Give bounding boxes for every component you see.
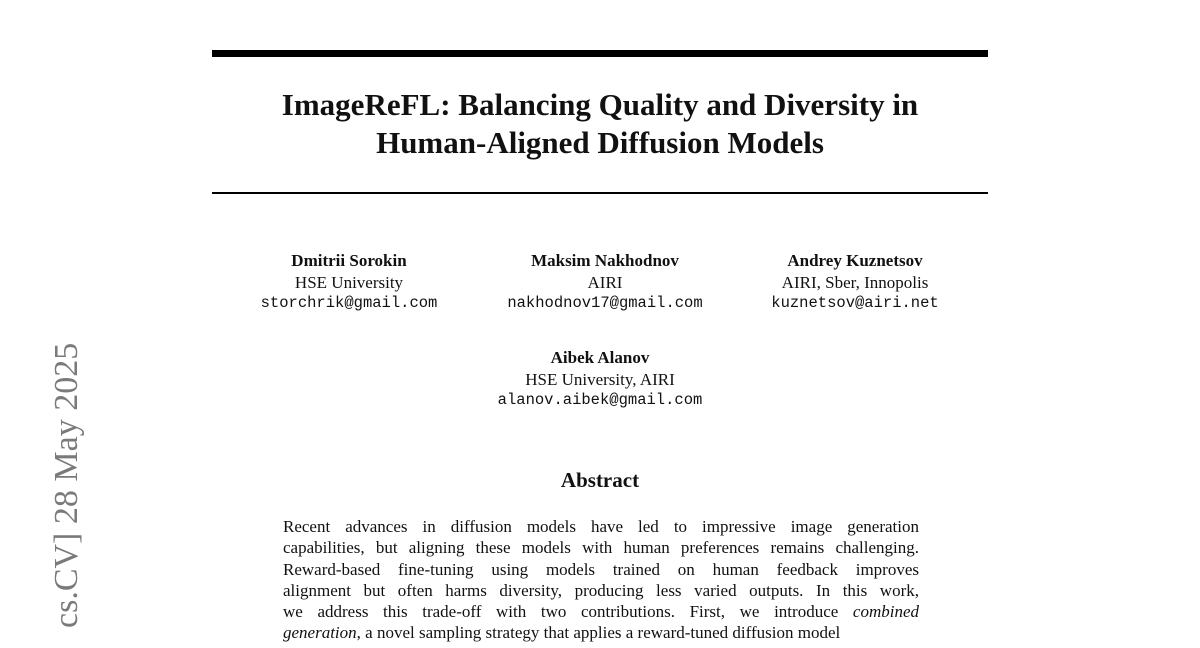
author-name: Maksim Nakhodnov: [531, 251, 679, 270]
abstract-line: Recent advances in diffusion models have led to impressive image generation: [283, 517, 919, 536]
arxiv-identifier-stamp: cs.CV] 28 May 2025: [48, 342, 85, 628]
paper-title-line-1: ImageReFL: Balancing Quality and Diversity in: [281, 87, 919, 122]
paper-title: [212, 86, 988, 162]
author-email[interactable]: kuznetsov@airi.net: [771, 294, 939, 312]
paper-title-line-2: Human-Aligned Diffusion Models: [376, 125, 824, 160]
abstract-heading: Abstract: [560, 468, 640, 492]
author-email[interactable]: nakhodnov17@gmail.com: [507, 294, 703, 312]
title-bottom-rule: [212, 192, 988, 194]
author-affiliation: AIRI, Sber, Innopolis: [781, 272, 929, 292]
abstract-line-text: , a novel sampling strategy that applies a reward-tuned diffusion model: [356, 623, 841, 643]
author-affiliation: AIRI: [587, 272, 623, 292]
author-block: [745, 250, 965, 315]
author-email[interactable]: storchrik@gmail.com: [260, 294, 438, 312]
abstract-line: [283, 601, 919, 622]
abstract-body: [283, 516, 919, 644]
author-block: [470, 347, 730, 412]
abstract-line: [283, 622, 919, 643]
abstract-emphasis: generation: [283, 623, 357, 643]
author-affiliation: HSE University: [294, 272, 404, 292]
author-name: Andrey Kuznetsov: [787, 251, 923, 270]
author-block: [235, 250, 463, 315]
author-name: Dmitrii Sorokin: [291, 251, 407, 270]
abstract-line: capabilities, but aligning these models with human preferences remains challenging.: [283, 538, 919, 558]
abstract-emphasis: combined: [852, 602, 919, 622]
abstract-line-text: we address this trade-off with two contributions. First, we introduce: [283, 602, 853, 622]
abstract-line: Reward-based fine-tuning using models trained on human feedback improves: [283, 559, 919, 579]
author-affiliation: HSE University, AIRI: [525, 369, 675, 389]
author-email[interactable]: alanov.aibek@gmail.com: [497, 391, 703, 409]
author-block: [485, 250, 725, 315]
title-top-rule: [212, 50, 988, 57]
author-name: Aibek Alanov: [550, 348, 650, 367]
abstract-line: alignment but often harms diversity, producing less varied outputs. In this work,: [283, 580, 919, 600]
